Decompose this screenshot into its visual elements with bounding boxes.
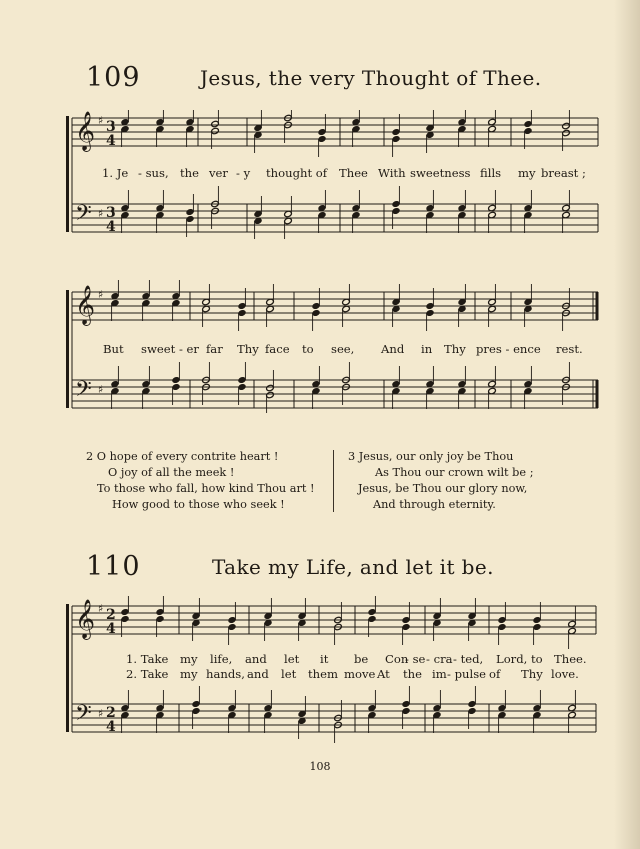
lyric-syllable: sweetness [410,166,471,180]
key-signature-sharp-icon: ♯ [98,383,104,396]
lyric-syllable: in [421,342,433,356]
chord [298,696,307,739]
chord [488,110,497,147]
chord [202,362,211,405]
bass-clef-icon: 𝄢 [75,701,92,731]
lyric-syllable: let [284,652,300,666]
chord [266,284,275,327]
lyric-syllable: At [377,667,390,681]
chord [426,366,435,409]
lyric-syllable: to [531,652,543,666]
lyric-syllable: With [378,166,406,180]
lyric-syllable: love. [551,667,579,681]
chord [533,602,542,645]
chord [211,110,220,149]
lyric-syllable: my [180,667,198,681]
lyric-syllable: 1. Je [102,166,129,180]
chord [352,110,361,147]
final-barline-thick [596,380,599,408]
chord [284,196,293,239]
treble-clef-icon: 𝄞 [75,285,96,325]
chord [458,190,467,233]
lyric-syllable: and [245,652,267,666]
lyric-syllable: rest. [556,342,583,356]
chord [312,366,321,409]
chord [426,288,435,331]
lyric-syllable: to [302,342,314,356]
lyric-syllable: it [320,652,329,666]
hymn-109-number: 109 [86,62,141,93]
chord [142,366,151,409]
lyric-syllable: be [354,652,369,666]
lyric-syllable: Thee. [554,652,587,666]
lyric-syllable: of [489,667,501,681]
lyric-syllable: - ted, [453,652,484,666]
lyric-syllable: 2. Take [126,667,169,681]
chord [458,366,467,409]
lyric-syllable: and [247,667,269,681]
chord [238,362,247,405]
staff [72,118,598,146]
final-barline-thick [596,292,599,320]
chord [402,602,411,645]
lyric-syllable: Thy [521,667,543,681]
lyric-syllable: - y [236,166,251,180]
chord [498,602,507,645]
lyric-syllable: But [103,342,124,356]
verse-line: As Thou our crown wilt be ; [375,466,534,479]
chord [402,686,411,729]
chord [156,596,165,637]
system-bracket [66,604,69,732]
chord [264,598,273,641]
chord [488,366,497,409]
lyric-syllable: the [403,667,422,681]
chord [228,690,237,733]
time-signature-top: 2 [106,607,116,623]
chord [562,190,571,233]
chord [228,602,237,645]
chord [266,370,275,413]
key-signature-sharp-icon: ♯ [98,207,104,220]
lyric-syllable: hands, [206,667,245,681]
lyric-syllable: my [180,652,198,666]
treble-clef-icon: 𝄞 [75,111,96,151]
chord [202,284,211,327]
time-signature-bottom: 4 [106,719,116,735]
lyric-syllable: - sus, [138,166,169,180]
hymn-109-title: Jesus, the very Thought of Thee. [200,66,542,90]
chord [186,194,195,237]
chord [172,280,181,321]
chord [192,686,201,729]
hymn-109-system-2 [0,280,640,420]
chord [468,598,477,641]
lyric-syllable: - se [405,652,426,666]
chord [352,190,361,233]
chord [254,196,263,239]
bass-clef-icon: 𝄢 [75,201,92,231]
hymn-110-number: 110 [86,551,141,582]
lyric-syllable: Lord, [496,652,528,666]
key-signature-sharp-icon: ♯ [98,707,104,720]
chord [156,110,165,147]
lyric-syllable: And [381,342,405,356]
lyric-syllable: let [281,667,297,681]
lyric-syllable: life, [210,652,233,666]
chord [318,190,327,233]
treble-clef-icon: 𝄞 [75,599,96,639]
chord [284,110,293,143]
lyric-syllable: see, [331,342,355,356]
bass-clef-icon: 𝄢 [75,377,92,407]
chord [488,190,497,233]
verse-line: How good to those who seek ! [112,498,285,511]
chord [468,686,477,729]
chord [121,690,130,733]
chord [238,288,247,331]
verse-line: O joy of all the meek ! [108,466,235,479]
chord [524,284,533,327]
time-signature-bottom: 4 [106,219,116,235]
time-signature-bottom: 4 [106,133,116,149]
chord [156,690,165,733]
staff [72,380,598,408]
system-bracket [66,290,69,408]
chord [426,110,435,153]
lyric-syllable: 1. Take [126,652,169,666]
chord [433,690,442,733]
chord [524,190,533,233]
hymn-109-system-1 [0,110,640,250]
lyric-syllable: Con [385,652,409,666]
chord [392,284,401,327]
chord [562,362,571,405]
verse-line: 3 Jesus, our only joy be Thou [348,450,514,463]
key-signature-sharp-icon: ♯ [98,114,104,127]
lyric-syllable: im [432,667,447,681]
lyric-syllable: sweet - er [141,342,199,356]
chord [533,690,542,733]
chord [392,186,401,229]
chord [368,690,377,733]
chord [211,186,220,229]
system-bracket [66,116,69,232]
key-signature-sharp-icon: ♯ [98,602,104,615]
chord [524,366,533,409]
lyric-syllable: Thy [237,342,259,356]
lyric-syllable: Thee [339,166,368,180]
chord [433,598,442,641]
time-signature-bottom: 4 [106,621,116,637]
time-signature-top: 2 [106,705,116,721]
lyric-syllable: fills [480,166,502,180]
lyric-syllable: Thy [444,342,466,356]
chord [264,690,273,733]
chord [318,114,327,157]
chord [142,280,151,321]
lyric-syllable: breast ; [541,166,586,180]
chord [298,598,307,641]
hymn-110-title: Take my Life, and let it be. [212,555,494,579]
chord [334,602,343,645]
verse-line: Jesus, be Thou our glory now, [358,482,528,495]
chord [562,288,571,331]
verse-line: To those who fall, how kind Thou art ! [97,482,315,495]
lyric-syllable: - pulse [447,667,487,681]
chord [458,284,467,327]
chord [111,280,120,321]
staff [72,292,598,320]
chord [488,284,497,327]
chord [392,366,401,409]
chord [334,700,343,743]
chord [524,110,533,149]
chord [426,190,435,233]
chord [458,110,467,147]
chord [342,284,351,327]
time-signature-top: 3 [106,119,116,135]
chord [111,366,120,409]
chord [172,362,181,405]
lyric-syllable: face [265,342,290,356]
lyric-syllable: - cra [426,652,453,666]
lyric-syllable: move [344,667,376,681]
time-signature-top: 3 [106,205,116,221]
chord [186,110,195,147]
chord [121,190,130,233]
chord [312,288,321,331]
chord [368,596,377,637]
lyric-syllable: thought of [266,166,328,180]
lyric-syllable: the [180,166,199,180]
page-number: 108 [309,760,331,773]
staff [72,204,598,232]
chord [498,690,507,733]
verse-line: 2 O hope of every contrite heart ! [86,450,279,463]
lyric-syllable: pres - ence [476,342,541,356]
key-signature-sharp-icon: ♯ [98,288,104,301]
chord [254,110,263,153]
chord [392,114,401,157]
chord [192,598,201,641]
lyric-syllable: my [518,166,536,180]
lyric-syllable: far [206,342,223,356]
chord [568,606,577,649]
chord [156,190,165,233]
verse-divider [333,450,334,512]
chord [121,596,130,637]
verse-line: And through eternity. [373,498,496,511]
chord [568,690,577,733]
chord [562,110,571,151]
chord [121,110,130,147]
lyric-syllable: ver [209,166,228,180]
lyric-syllable: them [308,667,338,681]
chord [342,362,351,405]
